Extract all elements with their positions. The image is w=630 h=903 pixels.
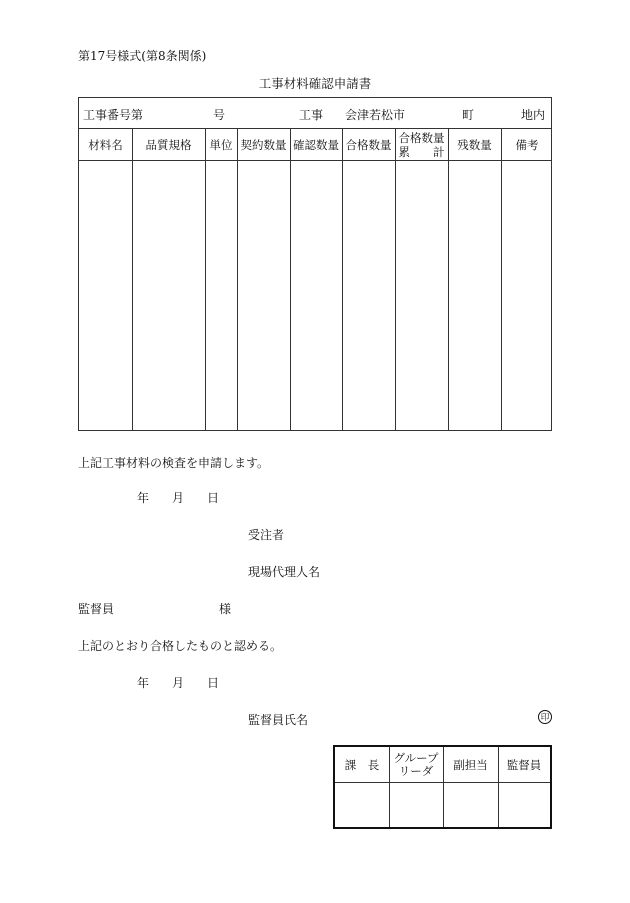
- honorific: 様: [219, 602, 232, 616]
- material-entry-area[interactable]: [79, 161, 551, 430]
- work-label: 工事: [299, 108, 324, 122]
- district-label: 地内: [521, 108, 546, 122]
- work-number-suffix: 号: [213, 108, 226, 122]
- col-passed-cumulative: [395, 131, 448, 159]
- city-label: 会津若松市: [345, 108, 406, 122]
- date1-month: 月: [172, 491, 185, 505]
- approval-supervisor: 監督員: [506, 757, 542, 772]
- col-remarks: 備考: [515, 138, 539, 152]
- col-material-name: 材料名: [88, 138, 123, 152]
- contractor-label: 受注者: [248, 528, 285, 542]
- date1-day: 日: [207, 491, 220, 505]
- work-number-row: [79, 98, 551, 129]
- approval-group-leader-line1: グループ: [393, 751, 439, 765]
- date2-day: 日: [207, 676, 220, 690]
- approval-group-leader-line2: リーダ: [398, 764, 434, 778]
- approval-deputy: 副担当: [453, 757, 488, 772]
- date1-year: 年: [137, 491, 150, 505]
- approval-stamp-table: [333, 745, 552, 829]
- col-quality-spec: 品質規格: [145, 138, 192, 152]
- supervisor-label: 監督員: [78, 602, 115, 616]
- supervisor-name-label: 監督員氏名: [248, 713, 309, 727]
- column-header-row: [79, 129, 551, 161]
- seal-icon: 印: [538, 710, 552, 724]
- document-title: 工事材料確認申請書: [258, 76, 372, 91]
- date2-year: 年: [137, 676, 150, 690]
- form-number: 第17号様式(第8条関係): [78, 49, 207, 63]
- date2-month: 月: [172, 676, 185, 690]
- col-passed-cumulative-line1: 合格数量: [398, 131, 445, 145]
- site-agent-label: 現場代理人名: [248, 565, 321, 579]
- approval-divider: [443, 747, 444, 827]
- approval-chief: 課 長: [344, 757, 380, 772]
- col-unit: 単位: [209, 138, 233, 152]
- col-confirmed-qty: 確認数量: [293, 138, 339, 152]
- col-remaining-qty: 残数量: [457, 138, 492, 152]
- col-passed-qty: 合格数量: [345, 138, 392, 152]
- material-table: [78, 97, 552, 431]
- approval-divider: [498, 747, 499, 827]
- request-statement: 上記工事材料の検査を申請します。: [78, 456, 270, 470]
- approval-group-leader: [389, 747, 443, 783]
- approval-divider: [389, 747, 390, 827]
- town-label: 町: [462, 108, 475, 122]
- work-number-prefix: 工事番号第: [83, 108, 144, 122]
- approval-statement: 上記のとおり合格したものと認める。: [78, 639, 283, 653]
- col-contract-qty: 契約数量: [240, 138, 287, 152]
- col-passed-cumulative-line2: 累 計: [398, 145, 445, 159]
